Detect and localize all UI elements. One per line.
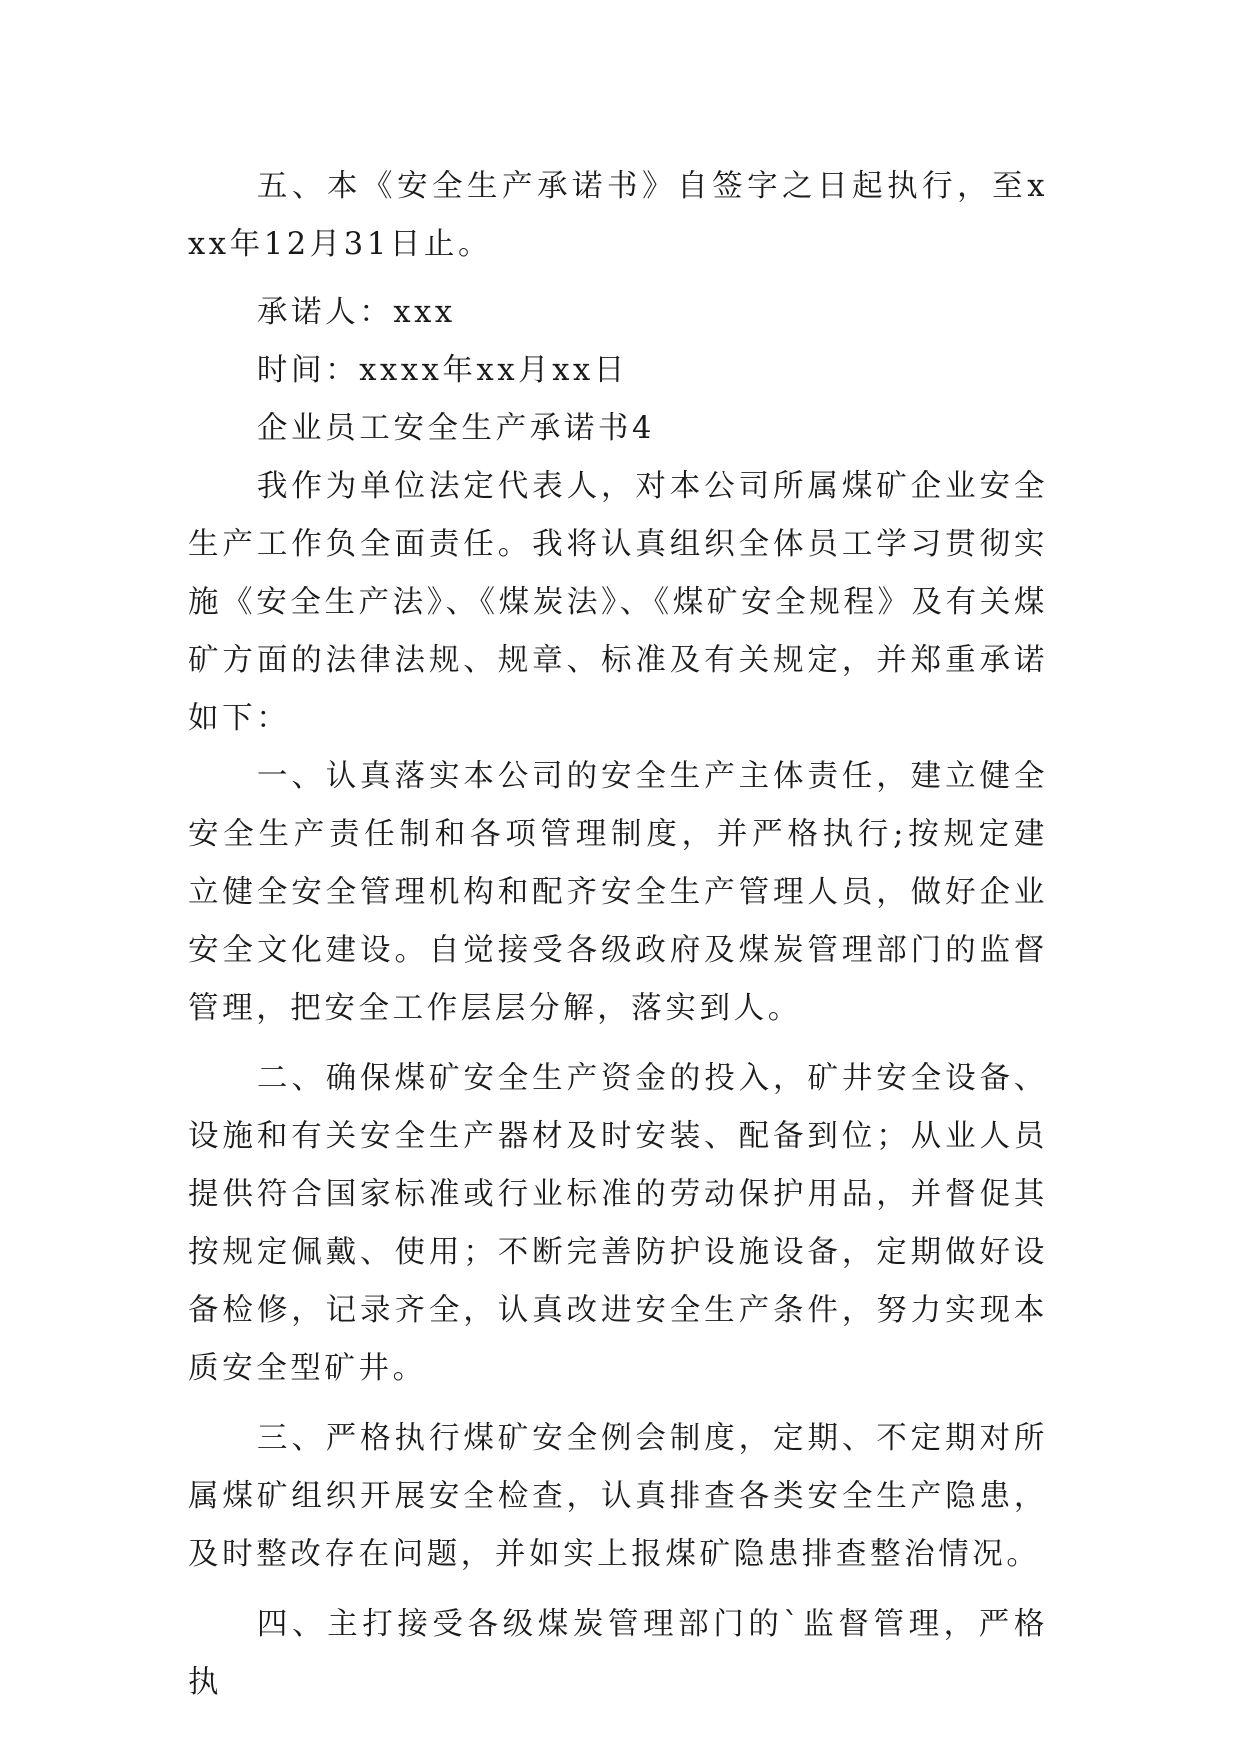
signatory-line: 承诺人：xxx: [256, 295, 456, 330]
paragraph-article-one: 一、认真落实本公司的安全生产主体责任，建立健全安全生产责任制和各项管理制度，并严格执行;按规定建立健全安全管理机构和配齐安全生产管理人员，做好企业安全文化建设。自觉接受各级政府及煤炭管理部门的监督管理，把安全工作层层分解，落实到人。: [188, 759, 1048, 1026]
paragraph-article-two: 二、确保煤矿安全生产资金的投入，矿井安全设备、设施和有关安全生产器材及时安装、配备到位；从业人员提供符合国家标准或行业标准的劳动保护用品，并督促其按规定佩戴、使用；不断完善防护设施设备，定期做好设备检修，记录齐全，认真改进安全生产条件，努力实现本质安全型矿井。: [188, 1061, 1048, 1386]
paragraph-article-four: 四、主打接受各级煤炭管理部门的`监督管理，严格执: [188, 1607, 1048, 1700]
section-title: 企业员工安全生产承诺书4: [256, 411, 656, 446]
document-body: [188, 158, 1048, 1712]
paragraph-article-five: 五、本《安全生产承诺书》自签字之日起执行，至xxx年12月31日止。: [188, 169, 1048, 262]
paragraph-article-three: 三、严格执行煤矿安全例会制度，定期、不定期对所属煤矿组织开展安全检查，认真排查各类安全生产隐患，及时整改存在问题，并如实上报煤矿隐患排查整治情况。: [188, 1421, 1048, 1572]
paragraph-intro: 我作为单位法定代表人，对本公司所属煤矿企业安全生产工作负全面责任。我将认真组织全体员工学习贯彻实施《安全生产法》、《煤炭法》、《煤矿安全规程》及有关煤矿方面的法律法规、规章、标准及有关规定，并郑重承诺如下：: [188, 469, 1048, 736]
date-line: 时间：xxxx年xx月xx日: [256, 353, 628, 388]
